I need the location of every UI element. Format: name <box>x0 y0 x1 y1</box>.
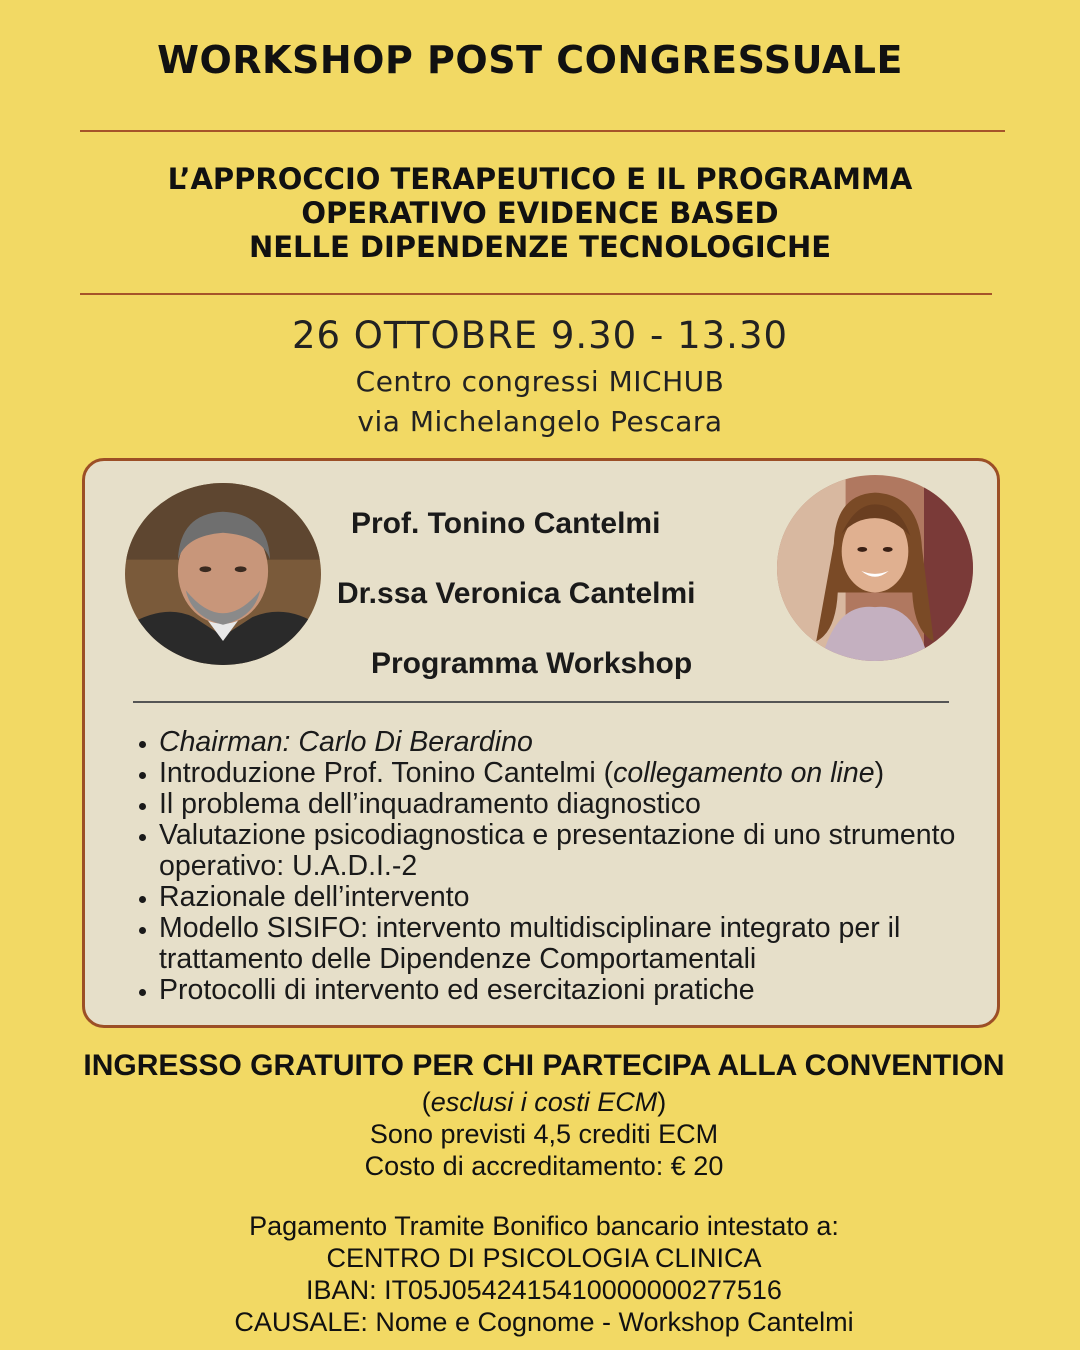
program-item-intro <box>159 758 1039 789</box>
program-item-diagnosis: • Il problema dell’inquadramento diagnostico <box>159 789 1039 820</box>
venue-address: via Michelangelo Pescara <box>357 405 723 438</box>
event-date-time: 26 OTTOBRE 9.30 - 13.30 <box>291 314 789 357</box>
payment-iban: IBAN: IT05J0542415410000000277516 <box>306 1275 782 1305</box>
venue-name: Centro congressi MICHUB <box>355 365 725 398</box>
program-list <box>109 727 1039 1006</box>
footer-info <box>0 1046 1080 1338</box>
ecm-credits: Sono previsti 4,5 crediti ECM <box>369 1119 719 1149</box>
program-item-rationale: • Razionale dell’intervento <box>159 882 1039 913</box>
divider-top <box>80 130 1005 132</box>
event-venue <box>0 362 1080 442</box>
speaker-1-name: Prof. Tonino Cantelmi <box>351 507 661 540</box>
program-item-protocols: • Protocolli di intervento ed esercitazioni pratiche <box>159 975 1039 1006</box>
ecm-italic: esclusi i costi ECM <box>430 1087 658 1117</box>
speaker-2-name: Dr.ssa Veronica Cantelmi <box>337 577 696 610</box>
subtitle-line-1: L’APPROCCIO TERAPEUTICO E IL PROGRAMMA <box>167 162 913 196</box>
payment-instructions: Pagamento Tramite Bonifico bancario intestato a: <box>249 1211 839 1241</box>
page-title: WORKSHOP POST CONGRESSUALE <box>157 38 903 82</box>
program-item-assessment: • Valutazione psicodiagnostica e presentazione di uno strumento operativo: U.A.D.I.-2 <box>159 820 1039 882</box>
intro-text: Introduzione Prof. Tonino Cantelmi ( <box>159 757 614 789</box>
ecm-close: ) <box>657 1087 667 1117</box>
speaker-2-photo <box>777 475 973 661</box>
workshop-subtitle <box>40 162 1040 264</box>
program-divider <box>133 701 949 703</box>
payment-recipient: CENTRO DI PSICOLOGIA CLINICA <box>326 1243 762 1273</box>
intro-close: ) <box>874 757 885 789</box>
subtitle-line-3: NELLE DIPENDENZE TECNOLOGICHE <box>248 230 832 264</box>
program-item-sisifo: • Modello SISIFO: intervento multidisciplinare integrato per il trattamento delle Dipendenze Comportamentali <box>159 913 1039 975</box>
subtitle-line-2: OPERATIVO EVIDENCE BASED <box>301 196 779 230</box>
payment-causale: CAUSALE: Nome e Cognome - Workshop Cantelmi <box>234 1307 854 1337</box>
program-item-chairman: • Chairman: Carlo Di Berardino <box>159 727 1039 758</box>
speaker-1-photo <box>125 483 321 665</box>
divider-bottom <box>80 293 992 295</box>
intro-online-note: collegamento on line <box>613 757 875 789</box>
speakers-program-card <box>82 458 1000 1028</box>
ecm-note <box>0 1086 1080 1118</box>
ecm-open: ( <box>421 1087 431 1117</box>
free-entry-notice: INGRESSO GRATUITO PER CHI PARTECIPA ALLA CONVENTION <box>83 1049 1005 1082</box>
accreditation-cost: Costo di accreditamento: € 20 <box>364 1151 724 1181</box>
program-title: Programma Workshop <box>371 647 693 680</box>
